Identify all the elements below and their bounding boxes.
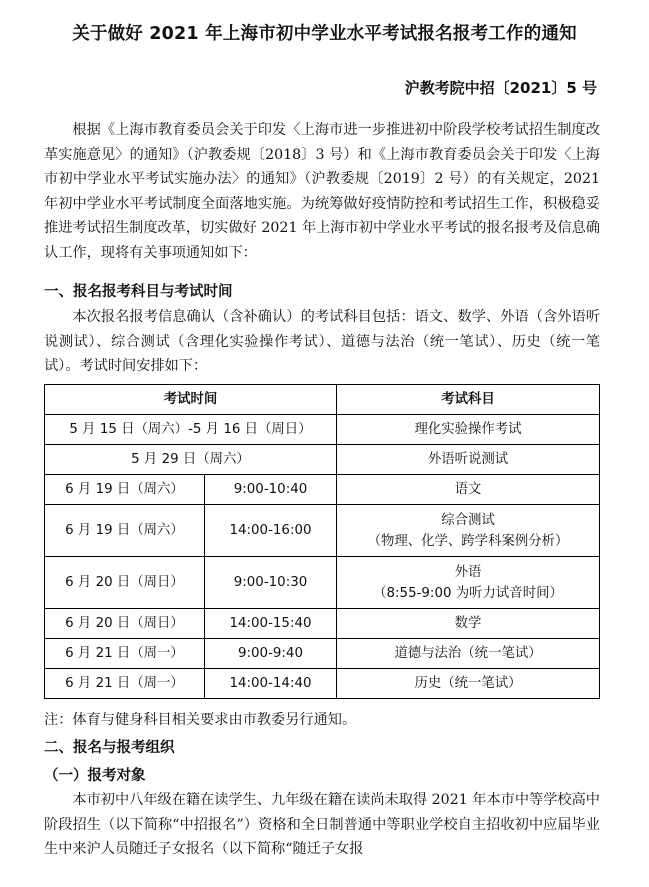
exam-date: 6 月 19 日（周六）: [45, 475, 205, 505]
exam-date: 6 月 21 日（周一）: [45, 669, 205, 699]
exam-time: 9:00-9:40: [205, 639, 337, 669]
table-header-time: 考试时间: [45, 385, 337, 415]
section1-paragraph: 本次报名报考信息确认（含补确认）的考试科目包括：语文、数学、外语（含外语听说测试）、综合测试（含理化实验操作考试）、道德与法治（统一笔试）、历史（统一笔试）。考试时间安排如下：: [44, 309, 600, 375]
document-number: 沪教考院中招〔2021〕5 号: [404, 79, 597, 97]
table-note: 注：体育与健身科目相关要求由市教委另行通知。: [44, 712, 357, 728]
exam-subject: 历史（统一笔试）: [337, 669, 600, 699]
exam-time: 14:00-14:40: [205, 669, 337, 699]
exam-subject: 外语听说测试: [337, 445, 600, 475]
exam-subject-note: （物理、化学、跨学科案例分析）: [367, 533, 569, 549]
exam-time: 9:00-10:30: [205, 557, 337, 609]
section2-subheading: （一）报考对象: [44, 768, 146, 784]
exam-schedule-table: [44, 384, 600, 699]
exam-subject-note: （8:55-9:00 为听力试音时间）: [373, 585, 563, 601]
exam-subject: 外语: [454, 564, 482, 580]
exam-date: 5 月 15 日（周六）-5 月 16 日（周日）: [45, 415, 337, 445]
exam-subject: 综合测试: [441, 512, 495, 528]
exam-subject-cell: [337, 557, 600, 609]
table-row: [45, 505, 600, 557]
table-row: [45, 609, 600, 639]
exam-subject: 数学: [337, 609, 600, 639]
document-title: 关于做好 2021 年上海市初中学业水平考试报名报考工作的通知: [72, 24, 577, 44]
table-row: [45, 669, 600, 699]
exam-date: 6 月 19 日（周六）: [45, 505, 205, 557]
table-row: [45, 639, 600, 669]
exam-time: 14:00-15:40: [205, 609, 337, 639]
exam-date: 6 月 21 日（周一）: [45, 639, 205, 669]
table-row: [45, 557, 600, 609]
exam-subject: 理化实验操作考试: [337, 415, 600, 445]
exam-date: 6 月 20 日（周日）: [45, 557, 205, 609]
table-row: [45, 415, 600, 445]
exam-subject-cell: [337, 505, 600, 557]
section1-heading: 一、报名报考科目与考试时间: [44, 284, 233, 300]
table-row: [45, 475, 600, 505]
table-header-subject: 考试科目: [337, 385, 600, 415]
exam-time: 9:00-10:40: [205, 475, 337, 505]
section2-paragraph: 本市初中八年级在籍在读学生、九年级在籍在读尚未取得 2021 年本市中等学校高中阶段招生（以下简称“中招报名”）资格和全日制普通中等职业学校自主招收初中应届毕业生中来沪人员随迁子女报名（以下简称“随迁子女报: [44, 792, 600, 858]
exam-subject: 语文: [337, 475, 600, 505]
table-row: [45, 445, 600, 475]
exam-date: 5 月 29 日（周六）: [45, 445, 337, 475]
section2-heading: 二、报名与报考组织: [44, 740, 175, 756]
exam-subject: 道德与法治（统一笔试）: [337, 639, 600, 669]
exam-date: 6 月 20 日（周日）: [45, 609, 205, 639]
exam-time: 14:00-16:00: [205, 505, 337, 557]
intro-paragraph: 根据《上海市教育委员会关于印发〈上海市进一步推进初中阶段学校考试招生制度改革实施意见〉的通知》（沪教委规〔2018〕3 号）和《上海市教育委员会关于印发〈上海市初中学业水平考试实施办法〉的通知》（沪教委规〔2019〕2 号）的有关规定，2021 年初中学业水平考试制度全面落地实施。为统筹做好疫情防控和考试招生工作，积极稳妥推进考试招生制度改革，切实做好 2021 年上海市初中学业水平考试的报名报考及信息确认工作，现将有关事项通知如下：: [44, 122, 600, 261]
